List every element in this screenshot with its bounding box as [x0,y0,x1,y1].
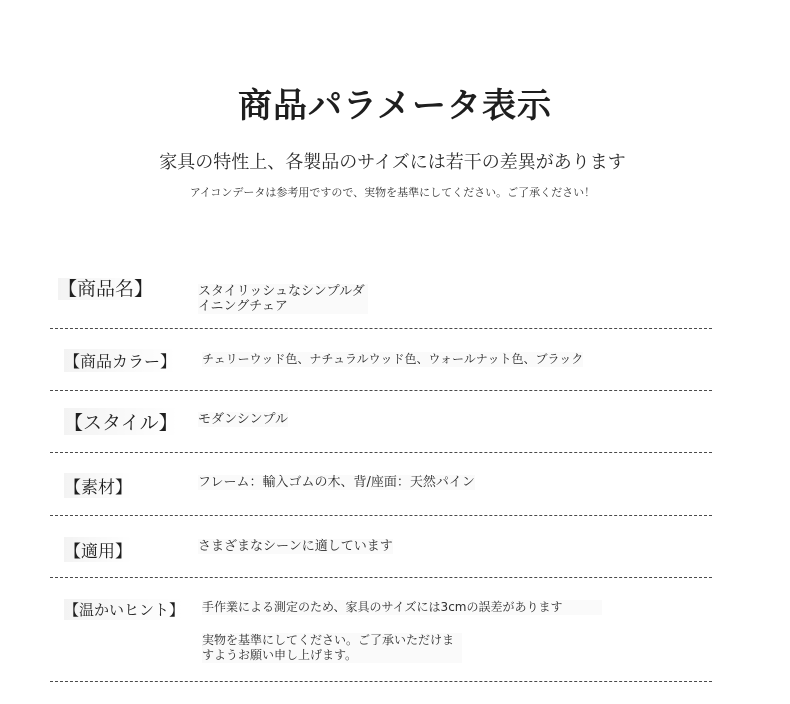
param-label: 【スタイル】 [64,408,178,435]
param-row-usage [50,516,712,578]
param-label: 【温かいヒント】 [64,601,185,619]
param-value-secondary: 実物を基準にしてください。ご了承いただけますようお願い申し上げます。 [202,633,462,663]
page-title: 商品パラメータ表示 [238,86,552,126]
param-row-hint [50,578,712,682]
param-value: 手作業による測定のため、家具のサイズには3cmの誤差があります [202,600,602,615]
param-row-color [50,329,712,391]
param-row-style [50,391,712,453]
parameter-table [50,262,712,682]
param-value: モダンシンプル [198,412,288,427]
param-row-product-name [50,262,712,329]
param-row-material [50,453,712,516]
param-label: 【商品名】 [58,278,154,300]
page-subtitle: 家具の特性上、各製品のサイズには若干の差異があります [159,152,626,173]
param-value: フレーム：輸入ゴムの木、背/座面：天然パイン [198,475,475,490]
param-label: 【商品カラー】 [64,349,176,372]
param-value: スタイリッシュなシンプルダイニングチェア [198,284,368,314]
param-value: さまざまなシーンに適しています [198,539,393,554]
disclaimer-note: アイコンデータは参考用ですので、実物を基準にしてください。ご了承ください！ [189,186,596,199]
param-value: チェリーウッド色、ナチュラルウッド色、ウォールナット色、ブラック [202,352,584,366]
param-label: 【適用】 [64,537,132,562]
param-label: 【素材】 [64,473,132,498]
